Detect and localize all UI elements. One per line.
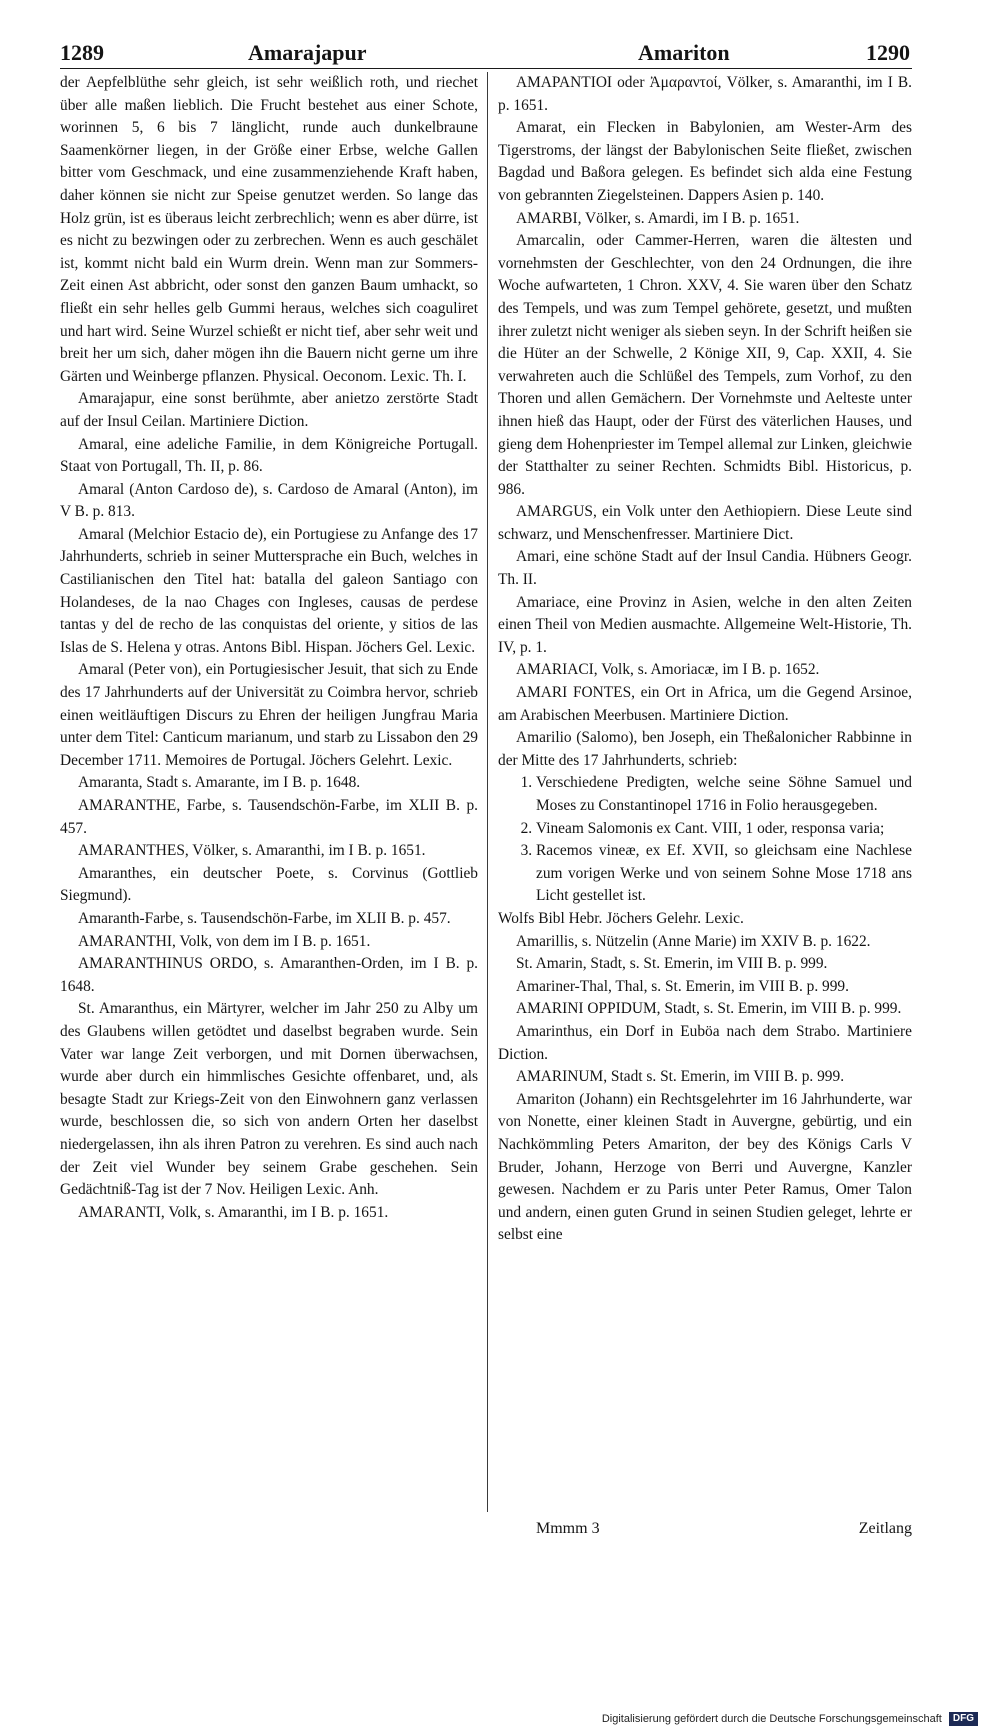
digitization-footer xyxy=(602,1710,978,1728)
list-item: 1. Verschiedene Predigten, welche seine Söhne Samuel und Moses zu Constantinopel 1716 in Folio herausgegeben. xyxy=(536,772,912,817)
right-column xyxy=(498,72,912,1512)
entry-text: AMARANTHES, Völker, s. Amaranthi, im I B. p. 1651. xyxy=(78,842,426,860)
entry-text: AMARANTHINUS ORDO, s. Amaranthen-Orden, im I B. p. 1648. xyxy=(60,955,478,995)
header-rule xyxy=(60,68,912,69)
entry-text: AMARINI OPPIDUM, Stadt, s. St. Emerin, im VIII B. p. 999. xyxy=(516,1000,902,1018)
entry-text: Amarillis, s. Nützelin (Anne Marie) im XXIV B. p. 1622. xyxy=(516,932,871,950)
entry-text: Amaral (Melchior Estacio de), ein Portugiese zu Anfange des 17 Jahrhunderts, schrieb in seiner Muttersprache ein Buch, welches in Castilianischen den Titel hat: batalla del galeon Santiago con Holandeses, de la nao Chages con Ingleses, causas de perdese tantas y del de recho de las conquistas del oriente, y sitios de las Islas de S. Helena y otras. Antons Bibl. Hispan. Jöchers Gel. Lexic. xyxy=(60,525,478,656)
running-header xyxy=(60,38,910,68)
entry-text: Amariton (Johann) ein Rechtsgelehrter im 16 Jahrhunderte, war von Nonette, einer kleinen Stadt in Auvergne, gebürtig, und ein Nachkömmling Peters Amariton, der bey des Königs Carls V Bruder, Johann, Herzoge von Berri und Auvergne, Kanzler gewesen. Nachdem er zu Paris unter Peter Ramus, Omer Talon und andern, einen guten Grund in seinen Studien geleget, lehrte er selbst eine xyxy=(498,1090,912,1244)
entry-text: AMARANTHI, Volk, von dem im I B. p. 1651. xyxy=(78,932,371,950)
entry-text: Amaral (Anton Cardoso de), s. Cardoso de Amaral (Anton), im V B. p. 813. xyxy=(60,480,478,521)
entry-text: der Aepfelblüthe sehr gleich, ist sehr weißlich roth, und riechet über alle maßen lieblich. Die Frucht bestehet aus einer Schote, worinnen 5, 6 bis 7 länglicht, runde auch dunkelbraune Saamenkörner liegen, in der Größe einer Erbse, welche Gallen bitter vom Geschmack, und eine zusammenziehende Kraft haben, daher können sie nicht zur Speise genutzet werden. So lange das Holz grün, ist es überaus leicht zerbrechlich; wenn es aber dürre, ist es nicht zu bezwingen oder zu zerbrechen. Wenn es auch geschälet ist, kommt nicht bald ein Wurm drein. Wenn man zur Sommers-Zeit einen Ast abbricht, oder sonst den ganzen Baum umhackt, so fließt ein sehr helles gelb Gummi heraus, welches sich coaguliret und hart wird. Seine Wurzel schießt er nicht tief, aber sehr weit und breit her um sich, daher mögen ihn die Bauern nicht gerne um ihre Gärten und Weinberge pflanzen. Physical. Oeconom. Lexic. Th. I. xyxy=(60,74,478,385)
running-title-right: Amariton xyxy=(638,40,730,65)
entry-text: Amaranth-Farbe, s. Tausendschön-Farbe, im XLII B. p. 457. xyxy=(78,909,451,927)
entry-text: Amariner-Thal, Thal, s. St. Emerin, im VIII B. p. 999. xyxy=(516,977,849,995)
entry-text: Wolfs Bibl Hebr. Jöchers Gelehr. Lexic. xyxy=(498,909,744,927)
entry-text: AMARANTI, Volk, s. Amaranthi, im I B. p. 1651. xyxy=(78,1203,389,1221)
entry-text: AMAPANTIOI oder Ἀμαραντοί, Völker, s. Amaranthi, im I B. p. 1651. xyxy=(498,74,912,114)
entry-text: AMARIACI, Volk, s. Amoriacæ, im I B. p. 1652. xyxy=(516,661,820,679)
works-list xyxy=(498,772,912,908)
page-number-right: 1290 xyxy=(866,40,910,65)
entry-text: AMARANTHE, Farbe, s. Tausendschön-Farbe, im XLII B. p. 457. xyxy=(60,797,478,837)
entry-text: Amarat, ein Flecken in Babylonien, am Wester-Arm des Tigerstroms, der längst der Babylonischen Seite fließet, zwischen Bagdad und Baßora gelegen. Es befindet sich alda eine Festung von gebrannten Ziegelsteinen. Dappers Asien p. 140. xyxy=(498,119,912,204)
entry-text: St. Amarin, Stadt, s. St. Emerin, im VIII B. p. 999. xyxy=(516,955,828,973)
entry-text: Amaral (Peter von), ein Portugiesischer Jesuit, that sich zu Ende des 17 Jahrhunderts auf der Universität zu Coimbra hervor, schrieb einen weitläuftigen Discurs zu Ehren der heiligen Jungfrau Maria unter dem Titel: Canticum marianum, und starb zu Lissabon den 29 December 1711. Memoires de Portugal. Jöchers Gelehrt. Lexic. xyxy=(60,661,478,769)
page-foot xyxy=(498,1516,912,1542)
column-divider xyxy=(487,72,488,1512)
list-item: 3. Racemos vineæ, ex Ef. XVII, so gleichsam eine Nachlese zum vorigen Werke und von seinem Sohne Mose 1718 ans Licht gestellet ist. xyxy=(536,840,912,908)
entry-text: AMARI FONTES, ein Ort in Africa, um die Gegend Arsinoe, am Arabischen Meerbusen. Martiniere Diction. xyxy=(498,684,912,724)
entry-text: Amarajapur, eine sonst berühmte, aber anietzo zerstörte Stadt auf der Insul Ceilan. Martiniere Diction. xyxy=(60,390,478,430)
entry-text: Amarinthus, ein Dorf in Euböa nach dem Strabo. Martiniere Diction. xyxy=(498,1022,912,1063)
dfg-logo: DFG xyxy=(949,1712,978,1726)
entry-text: Amari, eine schöne Stadt auf der Insul Candia. Hübners Geogr. Th. II. xyxy=(498,548,912,589)
entry-text: AMARGUS, ein Volk unter den Aethiopiern. Diese Leute sind schwarz, und Menschenfresser. Martiniere Dict. xyxy=(498,503,912,543)
entry-text: Amarcalin, oder Cammer-Herren, waren die ältesten und vornehmsten der Geschlechter, von den 24 Ordnungen, die ihre Woche aufwarteten, 1 Chron. XXV, 4. Sie waren über den Schatz des Tempels, und was zum Tempel gehörete, gesetzt, und mußten ihrer zuletzt nicht weniger als sieben seyn. In der Schrift heißen sie die Hüter an der Schwelle, 2 Könige XII, 9, Cap. XXII, 4. Sie verwahreten auch die Schlüßel des Tempels, zum Vorhof, zu den Thoren und allen Gemächern. Der Vornehmste und Aelteste unter ihnen hieß das Haupt, oder der Fürst des väterlichen Hauses, und gieng dem Hohenpriester im Tempel allemal zur Linken, gleichwie der Statthalter zu seiner Rechten. Schmidts Bibl. Historicus, p. 986. xyxy=(498,232,912,498)
list-item: 2. Vineam Salomonis ex Cant. VIII, 1 oder, responsa varia; xyxy=(536,818,912,841)
entry-text: Amariace, eine Provinz in Asien, welche in den alten Zeiten einen Theil von Medien ausmachte. Allgemeine Welt-Historie, Th. IV, p. 1. xyxy=(498,593,912,656)
catchword: Zeitlang xyxy=(858,1520,912,1537)
signature-mark: Mmmm 3 xyxy=(536,1520,600,1537)
left-column xyxy=(60,72,478,1512)
entry-text: Amaranthes, ein deutscher Poete, s. Corvinus (Gottlieb Siegmund). xyxy=(60,864,478,905)
entry-text: Amaral, eine adeliche Familie, in dem Königreiche Portugall. Staat von Portugall, Th. II, p. 86. xyxy=(60,435,478,476)
entry-text: AMARINUM, Stadt s. St. Emerin, im VIII B. p. 999. xyxy=(516,1068,845,1086)
footer-text: Digitalisierung gefördert durch die Deutsche Forschungsgemeinschaft xyxy=(601,1713,942,1725)
entry-text: St. Amaranthus, ein Märtyrer, welcher im Jahr 250 zu Alby um des Glaubens willen getödtet und daselbst begraben wurde. Sein Vater war lange Zeit verborgen, und mit Dornen überwachsen, wurde aber durch ein himmlisches Gesichte offenbaret, und, als besagte Stadt zur Kriegs-Zeit von den Einwohnern ganz verlassen wurde, beschlossen die, so sich von andern Orten her daselbst niedergelassen, ihn als ihren Patron zu verehren. Es sind auch nach der Zeit viel Wunder bey seinem Grabe geschehen. Sein Gedächtniß-Tag ist der 7 Nov. Heiligen Lexic. Anh. xyxy=(60,1000,478,1199)
running-title-left: Amarajapur xyxy=(248,40,367,65)
entry-text: Amaranta, Stadt s. Amarante, im I B. p. 1648. xyxy=(78,774,361,792)
entry-text: AMARBI, Völker, s. Amardi, im I B. p. 1651. xyxy=(516,209,800,227)
page-number-left: 1289 xyxy=(60,40,104,65)
entry-text: Amarilio (Salomo), ben Joseph, ein Theßalonicher Rabbinne in der Mitte des 17 Jahrhunderts, schrieb: xyxy=(498,729,912,769)
